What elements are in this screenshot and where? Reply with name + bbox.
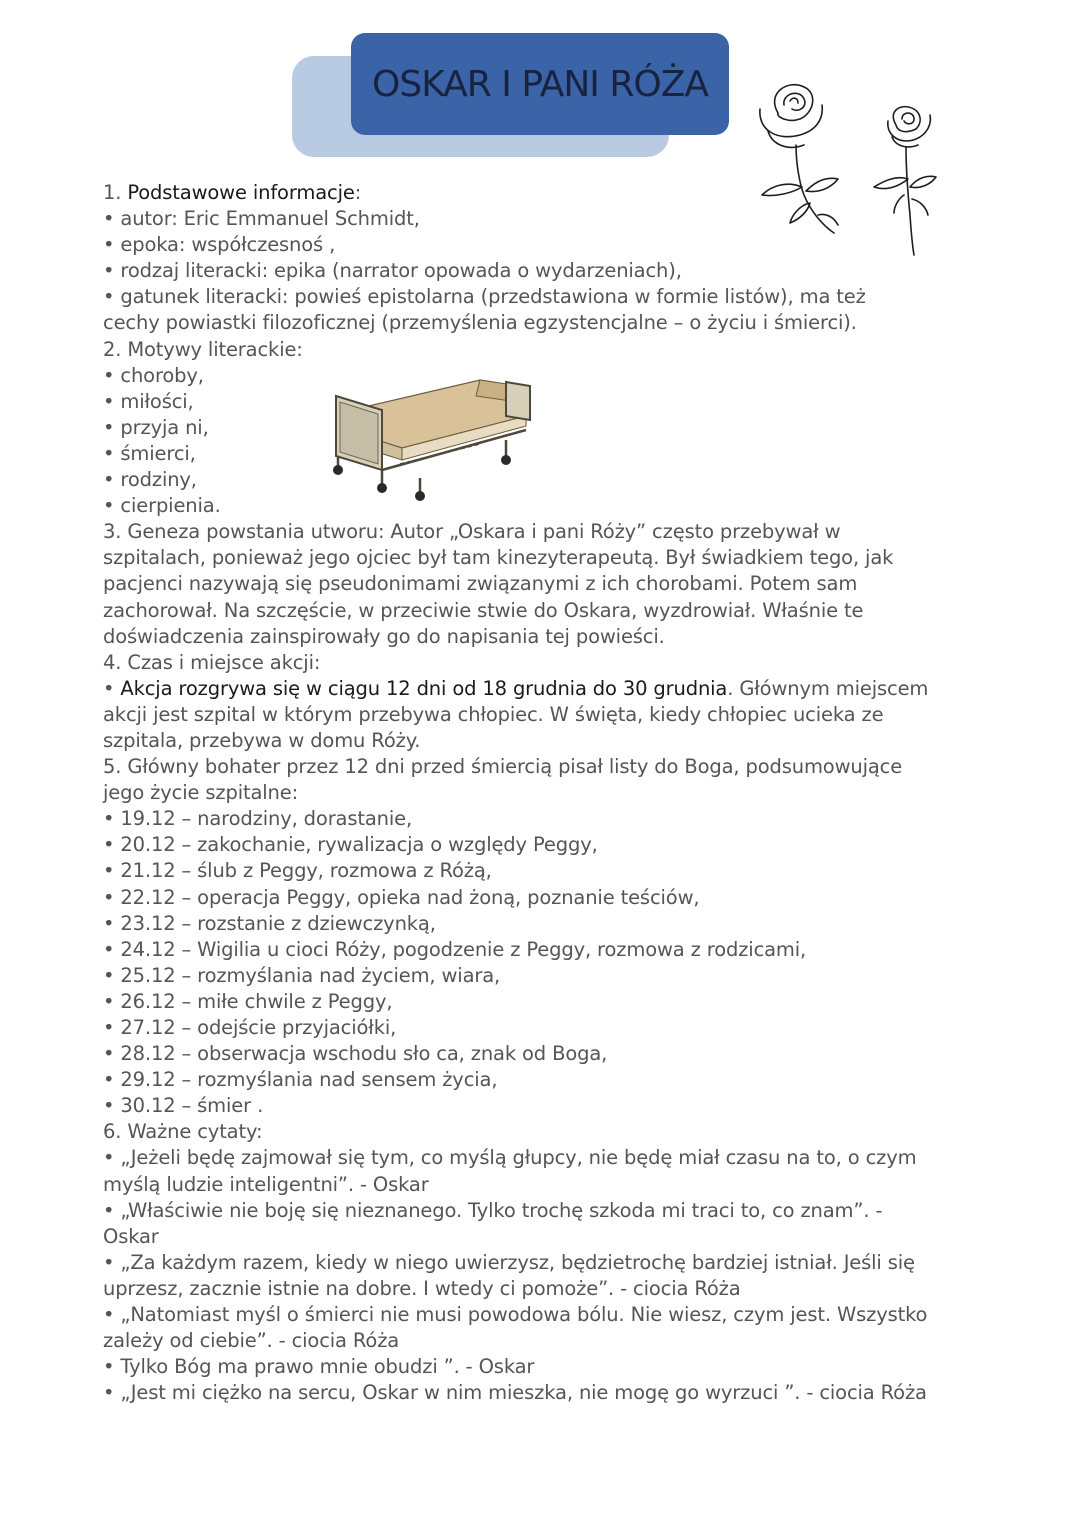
bullet-icon: •	[103, 963, 121, 987]
list-item: • choroby,	[103, 363, 204, 387]
list-item: • rodziny,	[103, 468, 197, 492]
section-5-line: 5. Główny bohater przez 12 dni przed śmiercią pisał listy do Boga, podsumowujące	[103, 755, 903, 779]
bullet-icon: •	[103, 1198, 121, 1222]
text-line: szpitala, przebywa w domu Róży.	[103, 728, 421, 752]
text-line: szpitalach, ponieważ jego ojciec był tam kinezyterapeutą. Był świadkiem tego, jak	[103, 546, 894, 570]
text-line: zależy od ciebie”. - ciocia Róża	[103, 1329, 400, 1353]
text-line: zachorował. Na szczęście, w przeciwie stwie do Oskara, wyzdrowiał. Właśnie te	[103, 598, 864, 622]
bullet-icon: •	[103, 494, 121, 518]
bullet-icon: •	[103, 1094, 121, 1118]
bullet-icon: •	[103, 363, 121, 387]
list-item: • cierpienia.	[103, 494, 221, 518]
bullet-icon: •	[103, 1016, 121, 1039]
list-item: • 24.12 – Wigilia u cioci Róży, pogodzenie z Peggy, rozmowa z rodzicami,	[103, 937, 807, 961]
title-box	[351, 33, 729, 135]
bullet-icon: •	[103, 885, 121, 909]
bullet-icon: •	[103, 1042, 121, 1066]
highlighted-text: Akcja rozgrywa się w ciągu 12 dni od 18 grudnia do 30 grudnia	[120, 676, 728, 700]
text-line: jego życie szpitalne:	[103, 781, 299, 805]
bullet-icon: •	[103, 911, 121, 935]
bullet-icon: •	[103, 207, 121, 231]
list-item: • 19.12 – narodziny, dorastanie,	[103, 807, 413, 831]
text-line: myślą ludzie inteligentni”. - Oskar	[103, 1172, 429, 1196]
bullet-icon: •	[103, 468, 121, 492]
quote-line: • „Natomiast myśl o śmierci nie musi powodowa bólu. Nie wiesz, czym jest. Wszystko	[103, 1303, 928, 1327]
list-item: • rodzaj literacki: epika (narrator opowada o wydarzeniach),	[103, 259, 682, 283]
list-item: • śmierci,	[103, 441, 196, 465]
list-item: • 26.12 – miłe chwile z Peggy,	[103, 989, 393, 1013]
list-item: • 22.12 – operacja Peggy, opieka nad żoną, poznanie teściów,	[103, 885, 700, 909]
bullet-icon: •	[103, 1381, 121, 1405]
bullet-icon: •	[103, 676, 121, 700]
bullet-icon: •	[103, 1303, 121, 1327]
list-item: • 30.12 – śmier .	[103, 1094, 264, 1118]
list-item: • autor: Eric Emmanuel Schmidt,	[103, 207, 420, 231]
list-item: • gatunek literacki: powieś epistolarna (przedstawiona w formie listów), ma też	[103, 285, 866, 309]
bullet-icon: •	[103, 233, 121, 257]
bullet-icon: •	[103, 285, 121, 309]
bullet-icon: •	[103, 859, 121, 883]
section-3-line: 3. Geneza powstania utworu: Autor „Oskara i pani Róży” często przebywał w	[103, 520, 841, 544]
text-line: doświadczenia zainspirowały go do napisania tej powieści.	[103, 624, 665, 648]
bullet-icon: •	[103, 389, 121, 413]
bullet-icon: •	[103, 937, 121, 961]
text-line: uprzesz, zacznie istnie na dobre. I wtedy ci pomoże”. - ciocia Róża	[103, 1276, 741, 1300]
bullet-icon: •	[103, 807, 121, 831]
bullet-icon: •	[103, 833, 121, 857]
quote-line: • „Jest mi ciężko na sercu, Oskar w nim mieszka, nie mogę go wyrzuci ”. - ciocia Róża	[103, 1381, 927, 1405]
bullet-icon: •	[103, 1250, 121, 1274]
bullet-icon: •	[103, 989, 121, 1013]
text-line: akcji jest szpital w którym przebywa chłopiec. W święta, kiedy chłopiec ucieka ze	[103, 702, 884, 726]
bullet-icon: •	[103, 415, 121, 439]
section-1-heading: 1. Podstawowe informacje:	[103, 181, 362, 204]
list-item: • 23.12 – rozstanie z dziewczynką,	[103, 911, 436, 935]
section-2-heading: 2. Motywy literackie:	[103, 337, 303, 361]
section-6-heading: 6. Ważne cytaty:	[103, 1120, 263, 1144]
page-title: OSKAR I PANI RÓŻA	[372, 63, 708, 105]
bullet-icon: •	[103, 1355, 121, 1379]
text-line: cechy powiastki filozoficznej (przemyślenia egzystencjalne – o życiu i śmierci).	[103, 311, 857, 335]
list-item: • 29.12 – rozmyślania nad sensem życia,	[103, 1068, 498, 1092]
list-item: • przyja ni,	[103, 415, 209, 439]
bullet-icon: •	[103, 1146, 121, 1170]
list-item: • miłości,	[103, 389, 194, 413]
section-4-heading: 4. Czas i miejsce akcji:	[103, 650, 321, 674]
bullet-icon: •	[103, 1068, 121, 1092]
bullet-icon: •	[103, 259, 121, 283]
quote-line: • „Za każdym razem, kiedy w niego uwierzysz, będzietrochę bardziej istniał. Jeśli się	[103, 1250, 915, 1274]
list-item: • 25.12 – rozmyślania nad życiem, wiara,	[103, 963, 501, 987]
quote-line: • „Właściwie nie boję się nieznanego. Tylko trochę szkoda mi traci to, co znam”. -	[103, 1198, 883, 1222]
list-item: • 27.12 – odejście przyjaciółki,	[103, 1016, 397, 1039]
quote-line: • „Jeżeli będę zajmował się tym, co myślą głupcy, nie będę miał czasu na to, o czym	[103, 1146, 917, 1170]
text-line: pacjenci nazywają się pseudonimami związanymi z ich chorobami. Potem sam	[103, 572, 858, 596]
list-item: • Akcja rozgrywa się w ciągu 12 dni od 18 grudnia do 30 grudnia. Głównym miejscem	[103, 676, 929, 700]
list-item: • 28.12 – obserwacja wschodu sło ca, znak od Boga,	[103, 1042, 608, 1066]
list-item: • epoka: współczesnoś ,	[103, 233, 336, 257]
list-item: • 20.12 – zakochanie, rywalizacja o względy Peggy,	[103, 833, 598, 857]
notes-content	[103, 180, 973, 1406]
quote-line: • Tylko Bóg ma prawo mnie obudzi ”. - Oskar	[103, 1355, 535, 1379]
bullet-icon: •	[103, 441, 121, 465]
list-item: • 21.12 – ślub z Peggy, rozmowa z Różą,	[103, 859, 492, 883]
text-line: Oskar	[103, 1224, 159, 1248]
